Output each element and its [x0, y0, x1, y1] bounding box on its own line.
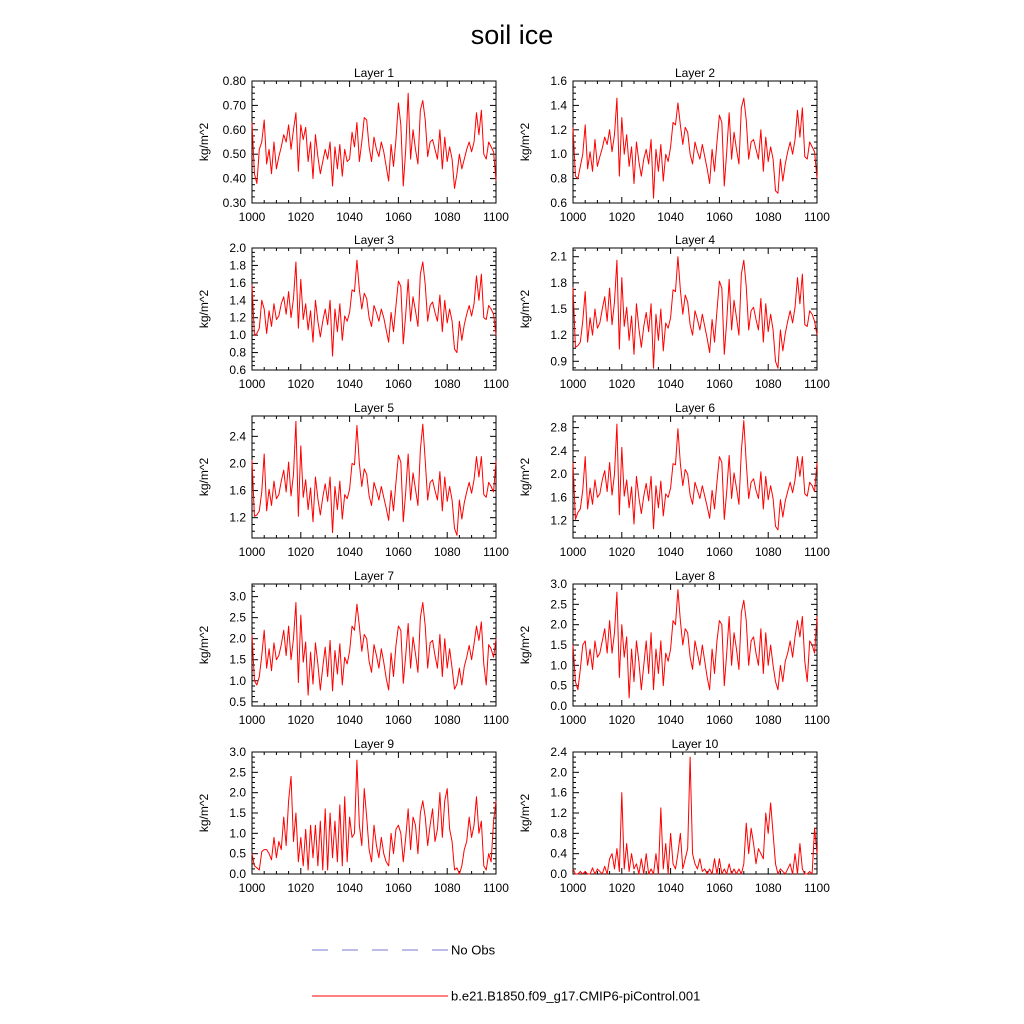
x-tick-label: 1060 [706, 377, 733, 391]
y-tick-label: 1.0 [550, 658, 567, 673]
x-tick-label: 1040 [657, 210, 684, 224]
x-tick-label: 1060 [385, 881, 412, 895]
x-tick-label: 1000 [238, 210, 266, 224]
y-tick-label: 1.2 [229, 310, 246, 325]
x-tick-label: 1100 [804, 377, 830, 391]
series-line [252, 421, 496, 535]
panel-layer-1 [197, 66, 509, 224]
y-tick-label: 1.6 [229, 275, 246, 290]
y-tick-label: 1.0 [229, 673, 246, 688]
series-line [573, 98, 817, 198]
y-axis-label: kg/m^2 [518, 122, 532, 162]
series-line [252, 260, 496, 356]
y-tick-label: 0.5 [229, 846, 246, 861]
panel-title: Layer 6 [674, 401, 716, 415]
y-tick-label: 2.5 [229, 765, 246, 780]
y-tick-label: 0.5 [229, 694, 246, 709]
y-tick-label: 0.6 [229, 363, 246, 377]
y-axis-label: kg/m^2 [518, 625, 532, 665]
panel-layer-7 [197, 569, 509, 727]
x-tick-label: 1020 [287, 545, 315, 559]
x-tick-label: 1080 [433, 545, 461, 559]
x-tick-label: 1000 [238, 713, 266, 727]
x-tick-label: 1080 [754, 881, 782, 895]
panel-layer-2 [518, 66, 830, 224]
x-tick-label: 1040 [336, 377, 363, 391]
x-tick-label: 1060 [706, 881, 733, 895]
y-tick-label: 0.70 [222, 98, 246, 113]
x-tick-label: 1000 [238, 881, 266, 895]
y-tick-label: 0.6 [550, 196, 567, 210]
panel-layer-6 [518, 401, 830, 559]
x-tick-label: 1020 [608, 713, 636, 727]
y-tick-label: 2.1 [550, 249, 567, 264]
y-tick-label: 2.0 [229, 456, 246, 471]
legend-model-label: b.e21.B1850.f09_g17.CMIP6-piControl.001 [451, 988, 701, 1004]
panel-title: Layer 8 [674, 569, 716, 583]
y-tick-label: 0.0 [550, 699, 567, 713]
x-tick-label: 1100 [483, 713, 509, 727]
y-tick-label: 2.5 [229, 610, 246, 625]
y-tick-label: 3.0 [550, 577, 567, 591]
x-tick-label: 1060 [706, 210, 733, 224]
x-tick-label: 1040 [336, 881, 363, 895]
y-tick-label: 1.6 [229, 483, 246, 498]
x-tick-label: 1000 [238, 377, 266, 391]
series-line [252, 93, 496, 188]
panel-grid [197, 66, 830, 895]
y-tick-label: 2.8 [550, 420, 567, 435]
y-tick-label: 2.0 [550, 617, 567, 632]
panel-title: Layer 9 [353, 737, 395, 751]
x-tick-label: 1020 [287, 881, 315, 895]
y-tick-label: 0.40 [222, 171, 246, 186]
x-tick-label: 1100 [804, 713, 830, 727]
series-line [573, 421, 817, 530]
x-tick-label: 1000 [559, 881, 587, 895]
x-tick-label: 1000 [559, 545, 587, 559]
x-tick-label: 1080 [433, 377, 461, 391]
y-axis-label: kg/m^2 [197, 625, 211, 665]
y-tick-label: 1.2 [550, 122, 567, 137]
x-tick-label: 1100 [483, 881, 509, 895]
x-tick-label: 1040 [336, 713, 363, 727]
x-tick-label: 1100 [804, 545, 830, 559]
y-tick-label: 1.5 [229, 806, 246, 820]
y-axis-label: kg/m^2 [518, 457, 532, 497]
y-tick-label: 0.0 [229, 867, 246, 881]
series-line [573, 757, 817, 874]
y-tick-label: 1.2 [229, 510, 246, 525]
panel-title: Layer 2 [674, 66, 716, 80]
x-tick-label: 1100 [483, 545, 509, 559]
y-tick-label: 1.5 [550, 638, 567, 652]
y-tick-label: 3.0 [229, 745, 246, 759]
y-tick-label: 2.0 [229, 631, 246, 646]
y-tick-label: 1.4 [229, 293, 246, 308]
x-tick-label: 1040 [657, 881, 684, 895]
y-tick-label: 0.60 [222, 122, 246, 137]
x-tick-label: 1080 [754, 377, 782, 391]
y-tick-label: 2.0 [550, 765, 567, 780]
x-tick-label: 1060 [385, 545, 412, 559]
panel-title: Layer 7 [353, 569, 395, 583]
y-tick-label: 1.6 [550, 74, 567, 88]
y-tick-label: 2.4 [550, 443, 567, 458]
y-tick-label: 2.4 [229, 429, 246, 444]
y-axis-label: kg/m^2 [518, 793, 532, 833]
x-tick-label: 1080 [754, 713, 782, 727]
x-tick-label: 1060 [706, 545, 733, 559]
y-axis-label: kg/m^2 [197, 793, 211, 833]
y-tick-label: 1.6 [550, 785, 567, 800]
panel-layer-10 [518, 737, 830, 895]
y-tick-label: 0.30 [222, 196, 246, 210]
x-tick-label: 1080 [754, 545, 782, 559]
panel-title: Layer 4 [674, 233, 716, 247]
y-axis-label: kg/m^2 [197, 289, 211, 329]
y-tick-label: 1.2 [550, 806, 567, 820]
legend-obs-label: No Obs [451, 942, 496, 958]
panel-title: Layer 1 [353, 66, 395, 80]
y-tick-label: 2.0 [229, 785, 246, 800]
legend [312, 943, 700, 1004]
y-axis-label: kg/m^2 [518, 289, 532, 329]
y-tick-label: 0.80 [222, 74, 246, 88]
x-tick-label: 1020 [608, 545, 636, 559]
panel-title: Layer 3 [353, 233, 395, 247]
y-tick-label: 1.5 [229, 652, 246, 667]
y-tick-label: 2.5 [550, 597, 567, 612]
y-tick-label: 1.6 [550, 490, 567, 505]
x-tick-label: 1080 [433, 881, 461, 895]
x-tick-label: 1060 [706, 713, 733, 727]
panel-layer-8 [518, 569, 830, 727]
panel-layer-3 [197, 233, 509, 391]
x-tick-label: 1060 [385, 713, 412, 727]
y-tick-label: 1.5 [550, 302, 567, 316]
y-tick-label: 2.0 [229, 241, 246, 255]
x-tick-label: 1000 [559, 713, 587, 727]
x-tick-label: 1040 [657, 713, 684, 727]
plot-frame [573, 416, 817, 538]
x-tick-label: 1040 [336, 210, 363, 224]
plot-frame [573, 752, 817, 874]
y-axis-label: kg/m^2 [197, 122, 211, 162]
y-tick-label: 1.4 [550, 98, 567, 113]
y-tick-label: 1.2 [550, 513, 567, 528]
x-tick-label: 1020 [608, 210, 636, 224]
y-tick-label: 1.0 [550, 147, 567, 162]
y-tick-label: 1.8 [550, 275, 567, 290]
x-tick-label: 1020 [287, 713, 315, 727]
x-tick-label: 1020 [608, 377, 636, 391]
panel-layer-5 [197, 401, 509, 559]
x-tick-label: 1080 [433, 713, 461, 727]
y-tick-label: 0.4 [550, 846, 567, 861]
x-tick-label: 1100 [804, 881, 830, 895]
panel-layer-4 [518, 233, 830, 391]
series-line [252, 603, 496, 696]
x-tick-label: 1040 [657, 377, 684, 391]
y-tick-label: 2.0 [550, 467, 567, 482]
x-tick-label: 1060 [385, 210, 412, 224]
x-tick-label: 1000 [559, 210, 587, 224]
series-line [573, 590, 817, 698]
x-tick-label: 1020 [608, 881, 636, 895]
x-tick-label: 1100 [483, 210, 509, 224]
y-tick-label: 0.0 [550, 867, 567, 881]
y-tick-label: 0.9 [550, 354, 567, 369]
y-tick-label: 1.2 [550, 328, 567, 343]
y-tick-label: 0.8 [550, 826, 567, 841]
y-tick-label: 1.8 [229, 258, 246, 273]
y-tick-label: 3.0 [229, 589, 246, 604]
figure-title: soil ice [470, 20, 554, 50]
y-tick-label: 0.50 [222, 147, 246, 162]
plot-frame [573, 248, 817, 370]
panel-layer-9 [197, 737, 509, 895]
y-tick-label: 0.8 [229, 345, 246, 360]
y-tick-label: 0.5 [550, 678, 567, 693]
x-tick-label: 1080 [754, 210, 782, 224]
x-tick-label: 1020 [287, 210, 315, 224]
y-axis-label: kg/m^2 [197, 457, 211, 497]
x-tick-label: 1100 [483, 377, 509, 391]
series-line [573, 257, 817, 369]
y-tick-label: 2.4 [550, 745, 567, 759]
plot-frame [252, 752, 496, 874]
panel-title: Layer 5 [353, 401, 395, 415]
x-tick-label: 1040 [657, 545, 684, 559]
panel-title: Layer 10 [671, 737, 719, 751]
x-tick-label: 1020 [287, 377, 315, 391]
y-tick-label: 1.0 [229, 826, 246, 841]
x-tick-label: 1060 [385, 377, 412, 391]
y-tick-label: 1.0 [229, 328, 246, 343]
y-tick-label: 0.8 [550, 171, 567, 186]
x-tick-label: 1080 [433, 210, 461, 224]
x-tick-label: 1100 [804, 210, 830, 224]
plot-frame [252, 416, 496, 538]
series-line [252, 760, 496, 874]
x-tick-label: 1000 [559, 377, 587, 391]
x-tick-label: 1000 [238, 545, 266, 559]
x-tick-label: 1040 [336, 545, 363, 559]
